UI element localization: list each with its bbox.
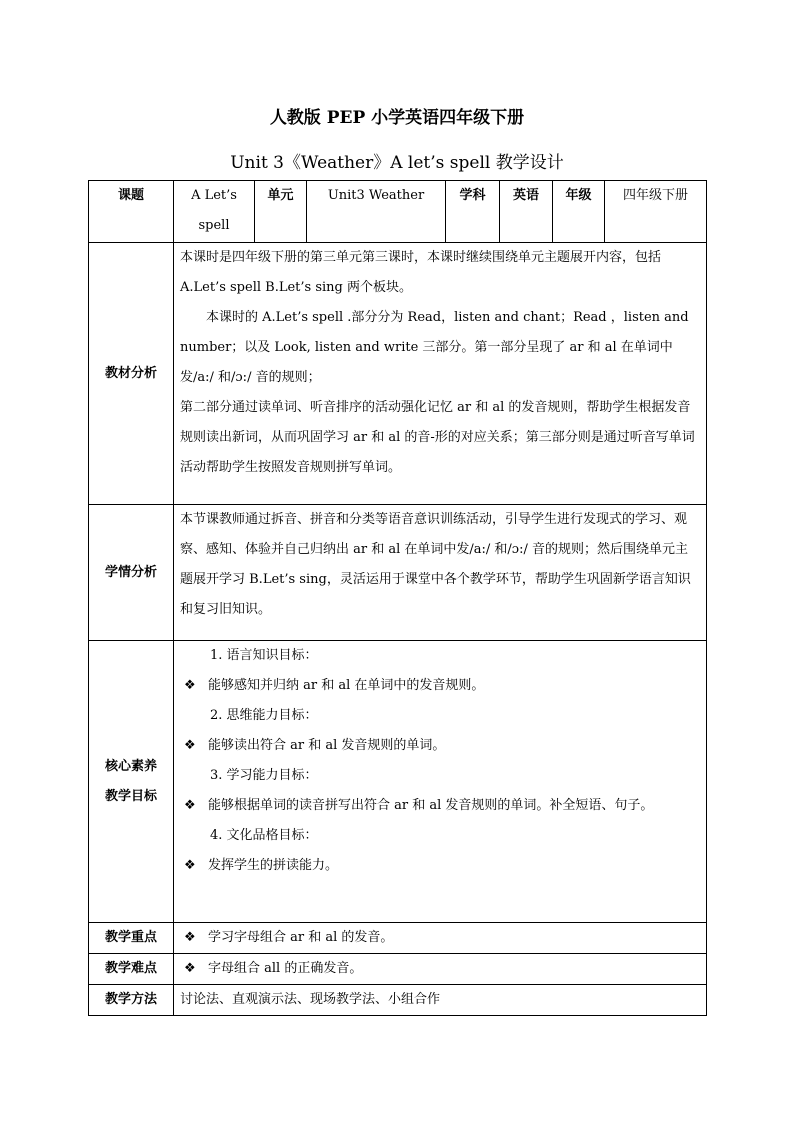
teaching-difficulty-row bbox=[89, 954, 707, 985]
unit-label: 单元 bbox=[255, 181, 307, 243]
document-subtitle: Unit 3《Weather》A let’s spell 教学设计 bbox=[230, 153, 564, 173]
learner-analysis-content bbox=[174, 505, 707, 641]
teaching-focus-content bbox=[174, 923, 707, 954]
goal-heading-2: 2. 思维能力目标： bbox=[210, 708, 318, 723]
grade-label: 年级 bbox=[553, 181, 605, 243]
learner-analysis-row bbox=[89, 505, 707, 641]
teaching-focus-label: 教学重点 bbox=[89, 923, 174, 954]
difficulty-text: 字母组合 all 的正确发音。 bbox=[208, 961, 363, 976]
goal-item-2 bbox=[180, 731, 700, 761]
bullet-icon: ❖ bbox=[184, 678, 196, 693]
goals-content bbox=[174, 641, 707, 923]
goal-heading-1: 1. 语言知识目标： bbox=[210, 648, 318, 663]
textbook-paragraph-2: 本课时的 A.Let’s spell .部分分为 Read，listen and chant；Read ，listen and number；以及 Look, listen and write 三部分。第一部分呈现了 ar 和 al 在单词中发/a:/ 和/ɔ:/ 音的规则； bbox=[180, 310, 689, 385]
learner-paragraph: 本节课教师通过拆音、拼音和分类等语音意识训练活动，引导学生进行发现式的学习、观察、感知、体验并自己归纳出 ar 和 al 在单词中发/a:/ 和/ɔ:/ 音的规则；然后围绕单元主题展开学习 B.Let’s sing，灵活运用于课堂中各个教学环节，帮助学生巩固新学语言知识和复习旧知识。 bbox=[180, 512, 691, 617]
textbook-analysis-row bbox=[89, 243, 707, 505]
textbook-paragraph-3: 第二部分通过读单词、听音排序的活动强化记忆 ar 和 al 的发音规则，帮助学生根据发音规则读出新词，从而巩固学习 ar 和 al 的音-形的对应关系；第三部分则是通过听音写单词活动帮助学生按照发音规则拼写单词。 bbox=[180, 400, 695, 475]
teaching-difficulty-label: 教学难点 bbox=[89, 954, 174, 985]
teaching-method-content: 讨论法、直观演示法、现场教学法、小组合作 bbox=[174, 985, 707, 1016]
teaching-method-label: 教学方法 bbox=[89, 985, 174, 1016]
textbook-analysis-content bbox=[174, 243, 707, 505]
goal-text-3: 能够根据单词的读音拼写出符合 ar 和 al 发音规则的单词。补全短语、句子。 bbox=[208, 798, 654, 813]
textbook-paragraph-1: 本课时是四年级下册的第三单元第三课时，本课时继续围绕单元主题展开内容，包括 A.Let’s spell B.Let’s sing 两个板块。 bbox=[180, 250, 662, 295]
document-title: 人教版 PEP 小学英语四年级下册 bbox=[269, 108, 525, 128]
goal-text-2: 能够读出符合 ar 和 al 发音规则的单词。 bbox=[208, 738, 446, 753]
teaching-method-row bbox=[89, 985, 707, 1016]
difficulty-item bbox=[180, 954, 700, 984]
goal-item-4 bbox=[180, 851, 700, 881]
bullet-icon: ❖ bbox=[184, 738, 196, 753]
goals-label bbox=[89, 641, 174, 923]
bullet-icon: ❖ bbox=[184, 798, 196, 813]
bullet-icon: ❖ bbox=[184, 930, 196, 945]
textbook-analysis-label: 教材分析 bbox=[89, 243, 174, 505]
goal-item-1 bbox=[180, 671, 700, 701]
subject-label: 学科 bbox=[446, 181, 500, 243]
goal-item-3 bbox=[180, 791, 700, 821]
goals-row bbox=[89, 641, 707, 923]
goal-heading-3: 3. 学习能力目标： bbox=[210, 768, 318, 783]
topic-value: A Let’s spell bbox=[174, 181, 255, 243]
goals-label-line-1: 核心素养 bbox=[104, 758, 157, 774]
learner-analysis-label: 学情分析 bbox=[89, 505, 174, 641]
bullet-icon: ❖ bbox=[184, 961, 196, 976]
teaching-focus-row bbox=[89, 923, 707, 954]
subject-value: 英语 bbox=[500, 181, 553, 243]
goal-text-4: 发挥学生的拼读能力。 bbox=[208, 858, 339, 873]
grade-value: 四年级下册 bbox=[605, 181, 707, 243]
goal-text-1: 能够感知并归纳 ar 和 al 在单词中的发音规则。 bbox=[208, 678, 485, 693]
info-row bbox=[89, 181, 707, 243]
focus-text: 学习字母组合 ar 和 al 的发音。 bbox=[208, 930, 394, 945]
goal-heading-4: 4. 文化品格目标： bbox=[210, 828, 318, 843]
goals-label-line-2: 教学目标 bbox=[104, 788, 157, 804]
lesson-plan-table bbox=[88, 180, 707, 1016]
focus-item bbox=[180, 923, 700, 953]
unit-value: Unit3 Weather bbox=[307, 181, 446, 243]
teaching-difficulty-content bbox=[174, 954, 707, 985]
topic-label: 课题 bbox=[89, 181, 174, 243]
bullet-icon: ❖ bbox=[184, 858, 196, 873]
